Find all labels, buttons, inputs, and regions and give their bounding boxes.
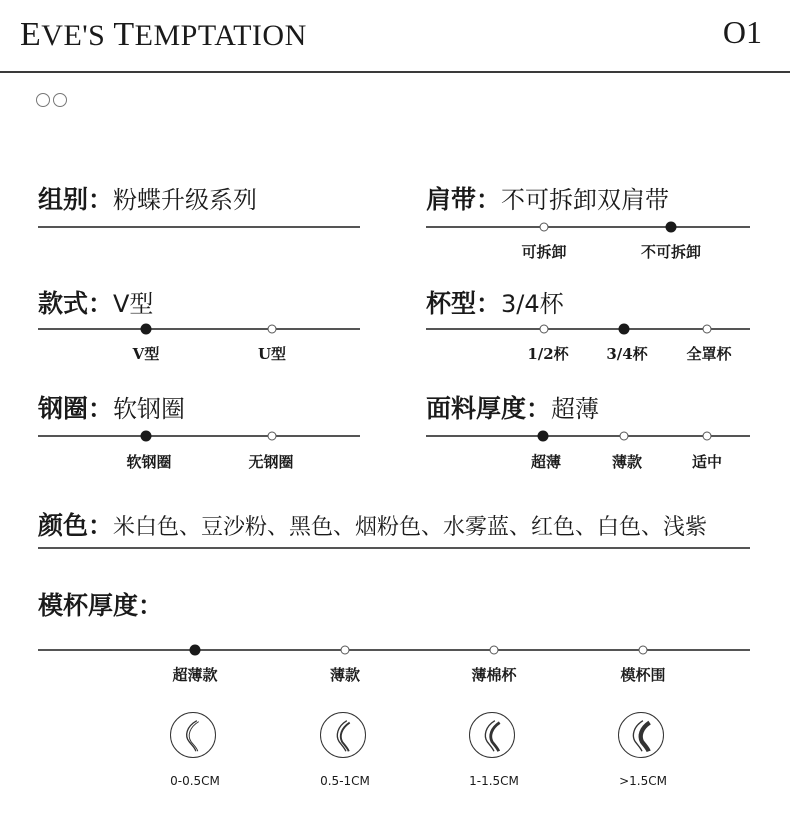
option-node [540, 223, 549, 232]
thickness-size-label: 1-1.5CM [469, 774, 519, 788]
option-label: 软钢圈 [126, 453, 172, 471]
option-node-selected [190, 645, 201, 656]
spec-style-label: 款式： [38, 289, 114, 318]
spec-color [38, 506, 707, 542]
option-label: 超薄 [530, 453, 562, 471]
spec-mold-label: 模杯厚度： [38, 591, 164, 620]
spec-cup-rule [426, 328, 750, 330]
thickness-size-label: 0.5-1CM [320, 774, 370, 788]
option-label: 薄棉杯 [471, 666, 517, 684]
option-node [703, 325, 712, 334]
circle-icon [36, 93, 50, 107]
brand-initial-t: T [113, 16, 135, 53]
spec-color-rule [38, 547, 750, 549]
cup-thickness-icon [618, 712, 664, 758]
cup-thickness-icon [320, 712, 366, 758]
page-number: O1 [722, 14, 762, 50]
option-node-selected [141, 431, 152, 442]
option-label: 可拆卸 [521, 243, 567, 261]
spec-group-label: 组别： [38, 185, 114, 214]
spec-style-value: V型 [113, 290, 154, 318]
spec-group-rule [38, 226, 360, 228]
brand-initial: E [20, 16, 42, 53]
option-node [703, 432, 712, 441]
spec-fabric-label: 面料厚度： [426, 394, 552, 423]
spec-color-label: 颜色： [38, 511, 114, 540]
spec-cup-label: 杯型： [426, 289, 502, 318]
option-node-selected [141, 324, 152, 335]
circle-icon [53, 93, 67, 107]
spec-mold [38, 586, 163, 622]
spec-fabric-value: 超薄 [551, 395, 600, 423]
brand-text-2: EMPTATION [134, 19, 307, 52]
option-node-selected [619, 324, 630, 335]
spec-wire-value: 软钢圈 [113, 395, 186, 423]
thickness-size-label: >1.5CM [619, 774, 667, 788]
option-label: 模杯围 [620, 666, 666, 684]
spec-fabric [426, 389, 599, 425]
brand-logo [20, 16, 307, 54]
cup-thickness-icon [170, 712, 216, 758]
option-label: 3/4杯 [606, 345, 648, 363]
option-label: 适中 [691, 453, 723, 471]
header-divider [0, 71, 790, 73]
spec-group-value: 粉蝶升级系列 [113, 186, 258, 214]
spec-wire-label: 钢圈： [38, 394, 114, 423]
option-node [268, 325, 277, 334]
cup-thickness-icon [469, 712, 515, 758]
option-node [540, 325, 549, 334]
spec-strap-label: 肩带： [426, 185, 502, 214]
option-label: 超薄款 [172, 666, 218, 684]
option-label: 1/2杯 [527, 345, 569, 363]
spec-cup-value: 3/4杯 [501, 290, 564, 318]
option-label: 全罩杯 [686, 345, 732, 363]
spec-group [38, 180, 257, 216]
spec-wire [38, 389, 185, 425]
option-label: 无钢圈 [248, 453, 294, 471]
spec-style [38, 284, 153, 320]
spec-fabric-rule [426, 435, 750, 437]
option-node [341, 646, 350, 655]
spec-color-value: 米白色、豆沙粉、黑色、烟粉色、水雾蓝、红色、白色、浅紫 [113, 515, 708, 540]
option-label: U型 [257, 345, 287, 363]
spec-style-rule [38, 328, 360, 330]
option-label: 薄款 [329, 666, 361, 684]
spec-strap [426, 180, 669, 216]
spec-cup [426, 284, 564, 320]
double-circle-icon [36, 93, 67, 107]
option-node [490, 646, 499, 655]
spec-strap-rule [426, 226, 750, 228]
option-label: 薄款 [611, 453, 643, 471]
option-node-selected [538, 431, 549, 442]
option-node [268, 432, 277, 441]
spec-wire-rule [38, 435, 360, 437]
option-label: V型 [132, 345, 160, 363]
option-node [620, 432, 629, 441]
spec-strap-value: 不可拆卸双肩带 [501, 186, 670, 214]
option-node-selected [666, 222, 677, 233]
brand-text-1: VE'S [41, 19, 114, 52]
option-node [639, 646, 648, 655]
thickness-size-label: 0-0.5CM [170, 774, 220, 788]
option-label: 不可拆卸 [640, 243, 702, 261]
